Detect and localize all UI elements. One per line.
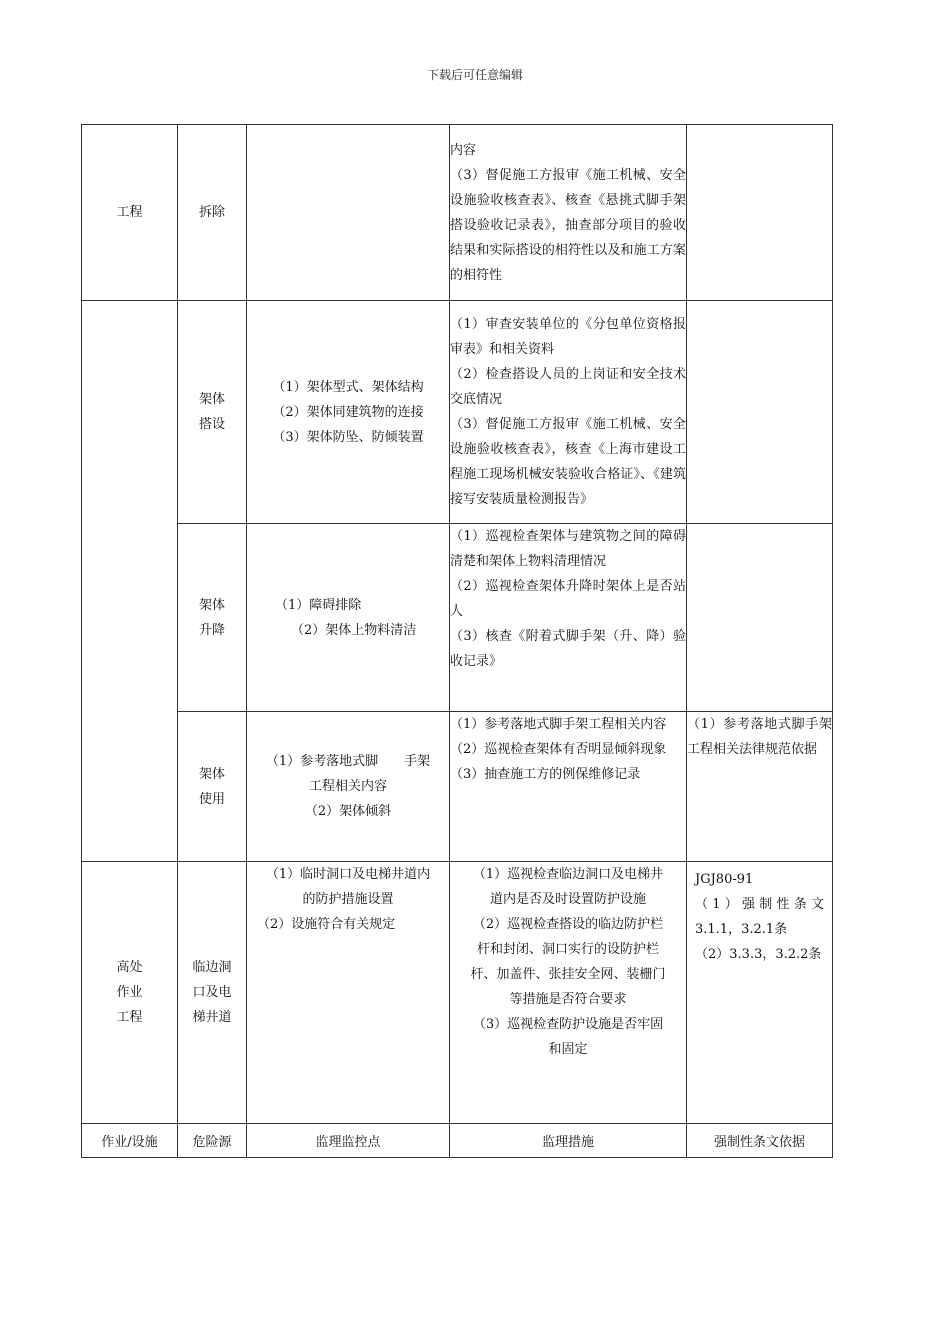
- measure-line: 杆和封闭、洞口实行的设防护栏: [476, 942, 659, 957]
- measures-cell: [450, 862, 687, 1124]
- table-row: [82, 862, 833, 1124]
- hazard-cell: [178, 712, 247, 862]
- table-row: [82, 524, 833, 712]
- measure-line: （2）巡视检查架体有否明显倾斜现象: [450, 742, 667, 757]
- point-line: （1）临时洞口及电梯井道内: [265, 867, 431, 882]
- point-line: 的防护措施设置: [302, 892, 394, 907]
- work-type-line: 高处: [116, 960, 143, 975]
- column-header: 强制性条文依据: [687, 1124, 833, 1158]
- hazard-line: 升降: [198, 622, 225, 638]
- work-type-cell: [82, 301, 178, 862]
- table-row: [82, 301, 833, 524]
- hazard-line: 架体: [198, 766, 225, 782]
- work-type-cell: 工程: [82, 125, 178, 301]
- measure-line: （3）督促施工方报审《施工机械、安全设施验收核查表》，核查《上海市建设工程施工现场机械安装验收合格证》、《建筑接写安装质量检测报告》: [450, 417, 686, 507]
- work-type-cell: [82, 862, 178, 1124]
- work-type-line: 作业: [116, 985, 143, 1000]
- point-line: 工程相关内容: [308, 779, 387, 794]
- measure-line: （1）参考落地式脚手架工程相关内容: [450, 717, 667, 732]
- point-line: （2）架体同建筑物的连接: [272, 404, 424, 420]
- control-points-cell: [247, 712, 450, 862]
- measure-line: （1）巡视检查架体与建筑物之间的障碍清楚和架体上物料清理情况: [450, 529, 686, 569]
- hazard-line: 架体: [198, 597, 225, 613]
- measures-cell: [450, 524, 687, 712]
- point-line: （3）架体防坠、防倾装置: [272, 429, 424, 445]
- hazard-cell: [178, 862, 247, 1124]
- measure-line: （2）检查搭设人员的上岗证和安全技术交底情况: [450, 367, 686, 407]
- measures-cell: [450, 125, 687, 301]
- column-header: 危险源: [178, 1124, 247, 1158]
- supervision-table: [81, 124, 833, 1158]
- hazard-cell: [178, 301, 247, 524]
- control-points-cell: [247, 125, 450, 301]
- measure-line: 等措施是否符合要求: [509, 992, 627, 1007]
- control-points-cell: [247, 301, 450, 524]
- basis-cell: [687, 524, 833, 712]
- measures-cell: [450, 301, 687, 524]
- basis-line: （1）强制性条文3.1.1，3.2.1条: [695, 897, 824, 937]
- table-header-row: [82, 1124, 833, 1158]
- header-note: 下载后可任意编辑: [426, 68, 523, 82]
- hazard-line: 搭设: [198, 417, 225, 432]
- measure-line: 道内是否及时设置防护设施: [489, 892, 646, 907]
- work-type-line: 工程: [116, 1010, 143, 1025]
- point-line: （2）架体倾斜: [304, 804, 392, 819]
- hazard-line: 使用: [198, 791, 225, 807]
- column-header: 监理措施: [450, 1124, 687, 1158]
- point-line: （1）参考落地式脚 手架: [265, 754, 431, 769]
- hazard-cell: [178, 524, 247, 712]
- measure-line: （1）巡视检查临边洞口及电梯井: [472, 867, 664, 882]
- basis-cell: [687, 862, 833, 1124]
- hazard-line: 架体: [198, 392, 225, 407]
- hazard-line: 口及电: [192, 985, 232, 1000]
- table-row: [82, 712, 833, 862]
- hazard-line: 梯井道: [192, 1010, 232, 1025]
- table-row: [82, 125, 833, 301]
- column-header: 监理监控点: [247, 1124, 450, 1158]
- measure-line: 杆、加盖件、张挂安全网、装栅门: [470, 967, 666, 982]
- control-points-cell: [247, 862, 450, 1124]
- measures-cell: [450, 712, 687, 862]
- point-line: （2）架体上物料清洁: [291, 622, 417, 638]
- basis-cell: [687, 712, 833, 862]
- basis-line: JGJ80-91: [695, 872, 754, 887]
- measure-line: （2）巡视检查搭设的临边防护栏: [472, 917, 664, 932]
- basis-cell: [687, 301, 833, 524]
- measure-line: （2）巡视检查架体升降时架体上是否站人: [450, 579, 686, 619]
- measure-line: 和固定: [548, 1042, 588, 1057]
- point-line: （2）设施符合有关规定: [257, 917, 396, 932]
- measure-line: 内容: [450, 142, 477, 158]
- basis-line: （2）3.3.3，3.2.2条: [695, 947, 822, 962]
- basis-line: （1）参考落地式脚手架工程相关法律规范依据: [687, 717, 832, 757]
- measure-line: （3）督促施工方报审《施工机械、安全设施验收核查表》、核查《悬挑式脚手架搭设验收记录表》，抽查部分项目的验收结果和实际搭设的相符性以及和施工方案的相符性: [450, 167, 686, 283]
- point-line: （1）障碍排除: [275, 597, 362, 613]
- control-points-cell: [247, 524, 450, 712]
- column-header: 作业/设施: [82, 1124, 178, 1158]
- measure-line: （3）核查《附着式脚手架（升、降）验收记录》: [450, 629, 686, 669]
- point-line: （1）架体型式、架体结构: [272, 379, 424, 395]
- measure-line: （1）审查安装单位的《分包单位资格报审表》和相关资料: [450, 317, 686, 357]
- basis-cell: [687, 125, 833, 301]
- hazard-cell: 拆除: [178, 125, 247, 301]
- measure-line: （3）巡视检查防护设施是否牢固: [472, 1017, 664, 1032]
- measure-line: （3）抽查施工方的例保维修记录: [450, 767, 641, 782]
- hazard-line: 临边洞: [192, 960, 232, 975]
